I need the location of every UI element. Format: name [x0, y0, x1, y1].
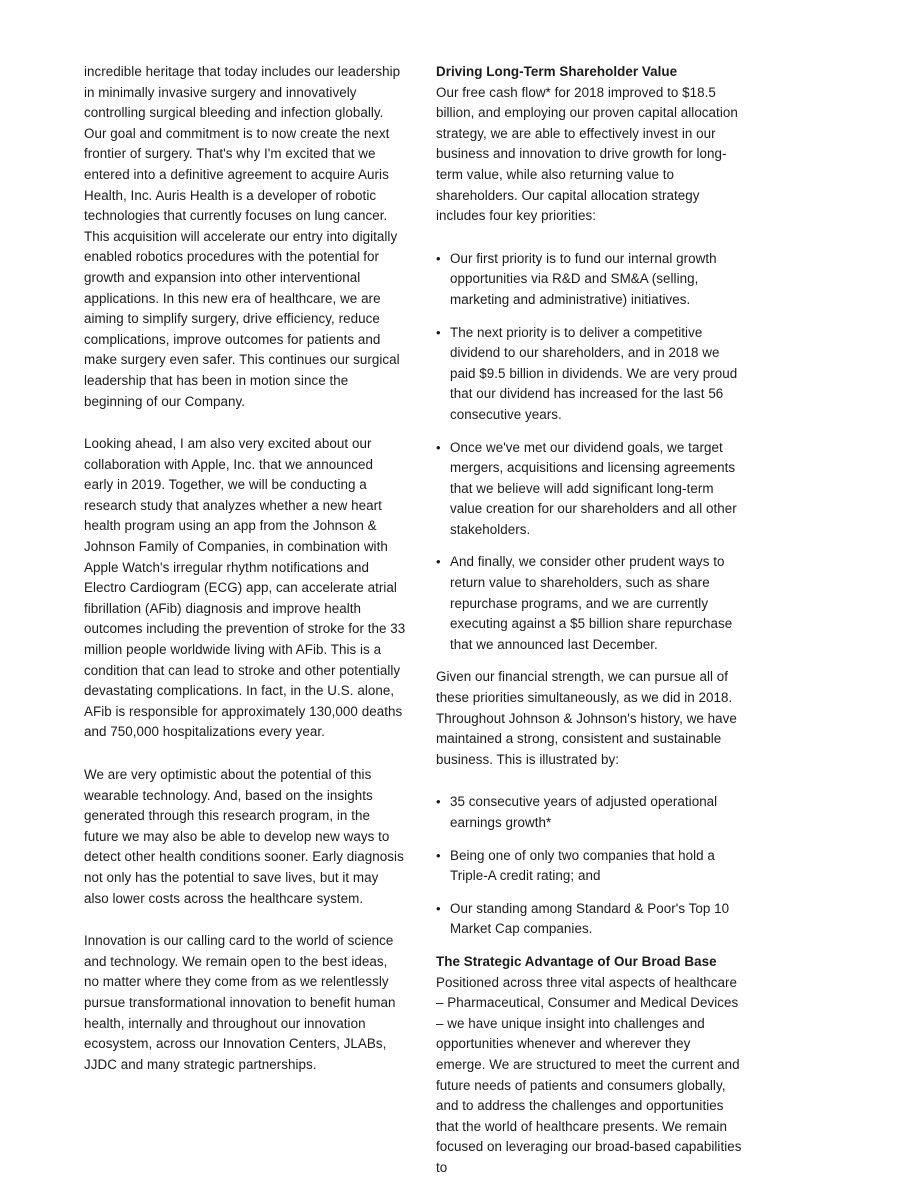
broad-base-paragraph: Positioned across three vital aspects of healthcare – Pharmaceutical, Consumer and Medical Devices – we have unique insight into challenges and opportunities whenever and wherever they emerge. We are structured to meet the current and future needs of patients and consumers globally, and to address the challenges and opportunities that the world of healthcare presents. We remain focused on leveraging our broad-based capabilities to [436, 974, 742, 1175]
list-item: • The next priority is to deliver a competitive dividend to our shareholders, and in 2018 we paid $9.5 billion in dividends. We are very proud that our dividend has increased for the last 56 consecutive years. [436, 323, 742, 426]
list-item: • Once we've met our dividend goals, we target mergers, acquisitions and licensing agreements that we believe will add significant long-term value creation for our shareholders and all other stakeholders. [436, 438, 742, 541]
left-column [84, 62, 406, 1097]
list-item: • Our first priority is to fund our internal growth opportunities via R&D and SM&A (selling, marketing and administrative) initiatives. [436, 249, 742, 311]
right-column [436, 62, 742, 1201]
financial-strength-paragraph: Given our financial strength, we can pursue all of these priorities simultaneously, as we did in 2018. Throughout Johnson & Johnson's history, we have maintained a strong, consistent and sustainable business. This is illustrated by: [436, 669, 737, 767]
priorities-list [436, 249, 742, 656]
surgery-leadership-paragraph: incredible heritage that today includes our leadership in minimally invasive surgery and innovatively controlling surgical bleeding and infection globally. Our goal and commitment is to now create the next frontier of surgery. That's why I'm excited that we entered into a definitive agreement to acquire Auris Health, Inc. Auris Health is a developer of robotic technologies that currently focuses on lung cancer. This acquisition will accelerate our entry into digitally enabled robotics procedures with the potential for growth and expansion into other interventional applications. In this new era of healthcare, we are aiming to simplify surgery, drive efficiency, reduce complications, improve outcomes for patients and make surgery even safer. This continues our surgical leadership that has been in motion since the beginning of our Company. [84, 64, 401, 409]
section-heading-shareholder-value: Driving Long-Term Shareholder Value [436, 64, 678, 79]
illustrations-list [436, 792, 742, 940]
list-item: • Being one of only two companies that hold a Triple-A credit rating; and [436, 846, 742, 887]
list-item: • Our standing among Standard & Poor's Top 10 Market Cap companies. [436, 899, 742, 940]
free-cash-flow-paragraph: Our free cash flow* for 2018 improved to $18.5 billion, and employing our proven capital allocation strategy, we are able to effectively invest in our business and innovation to drive growth for long-term value, while also returning value to shareholders. Our capital allocation strategy includes four key priorities: [436, 84, 738, 224]
section-heading-broad-base: The Strategic Advantage of Our Broad Base [436, 953, 717, 969]
innovation-paragraph: Innovation is our calling card to the world of science and technology. We remain open to the best ideas, no matter where they come from as we relentlessly pursue transformational innovation to benefit human health, internally and throughout our innovation ecosystem, across our Innovation Centers, JLABs, JJDC and many strategic partnerships. [84, 933, 396, 1072]
list-item: • And finally, we consider other prudent ways to return value to shareholders, such as share repurchase programs, and we are currently executing against a $5 billion share repurchase that we announced last December. [436, 552, 742, 655]
wearable-technology-paragraph: We are very optimistic about the potential of this wearable technology. And, based on the insights generated through this research program, in the future we may also be able to develop new ways to detect other health conditions sooner. Early diagnosis not only has the potential to save lives, but it may also lower costs across the healthcare system. [84, 767, 404, 906]
list-item: • 35 consecutive years of adjusted operational earnings growth* [436, 792, 742, 833]
apple-collaboration-paragraph: Looking ahead, I am also very excited about our collaboration with Apple, Inc. that we announced early in 2019. Together, we will be conducting a research study that analyzes whether a new heart health program using an app from the Johnson & Johnson Family of Companies, in combination with Apple Watch's irregular rhythm notifications and Electro Cardiogram (ECG) app, can accelerate atrial fibrillation (AFib) diagnosis and improve health outcomes including the prevention of stroke for the 33 million people worldwide living with AFib. This is a condition that can lead to stroke and other potentially devastating complications. In fact, in the U.S. alone, AFib is responsible for approximately 130,000 deaths and 750,000 hospitalizations every year. [84, 436, 406, 740]
